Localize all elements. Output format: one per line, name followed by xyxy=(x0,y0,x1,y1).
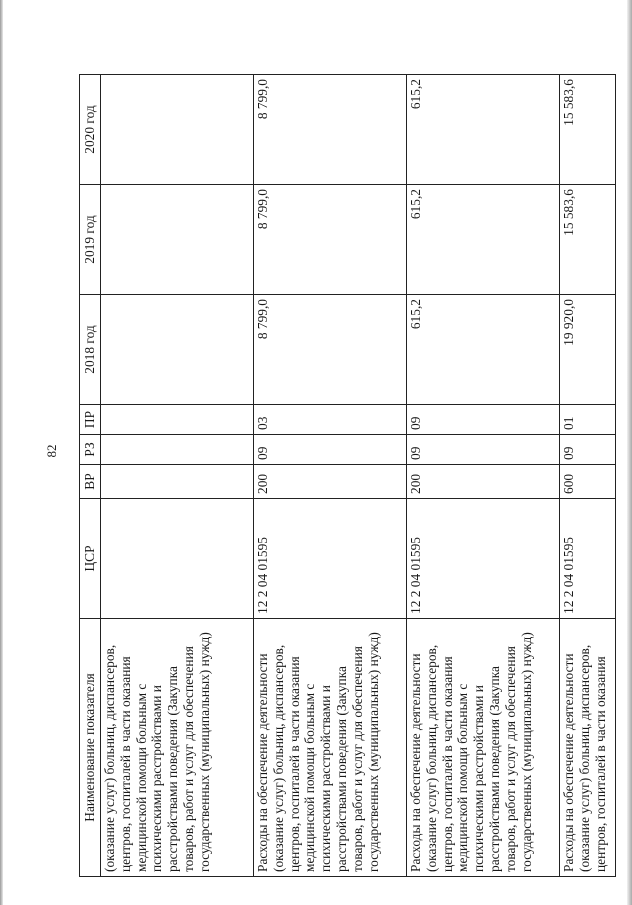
row-name: Расходы на обеспечение деятельности (оказание услуг) больниц, диспансеров, центров, госпиталей в части оказания медицинской помощи больным с психическими расстройствами и расстройствами поведения (Закупка товаров, работ и услуг для обеспечения государственных (муниципальных) нужд) xyxy=(254,619,407,877)
row-pr: 03 xyxy=(254,405,407,435)
header-vr: ВР xyxy=(80,465,101,499)
row-name: (оказание услуг) больниц, диспансеров, центров, госпиталей в части оказания медицинской помощи больным с психическими расстройствами и расстройствами поведения (Закупка товаров, работ и услуг для обеспечения государственных (муниципальных) нужд) xyxy=(101,619,254,877)
header-csr: ЦСР xyxy=(80,499,101,619)
table-row xyxy=(560,75,616,877)
row-vr xyxy=(101,465,254,499)
row-pr xyxy=(101,405,254,435)
row-pr: 09 xyxy=(407,405,560,435)
row-value-2018 xyxy=(101,295,254,405)
row-value-2020: 615,2 xyxy=(407,75,560,185)
row-rz xyxy=(101,435,254,465)
row-csr: 12 2 04 01595 xyxy=(407,499,560,619)
scan-edge-right xyxy=(627,0,632,905)
row-rz: 09 xyxy=(254,435,407,465)
row-value-2018: 615,2 xyxy=(407,295,560,405)
header-rz: РЗ xyxy=(80,435,101,465)
row-value-2020: 15 583,6 xyxy=(560,75,616,185)
row-value-2020 xyxy=(101,75,254,185)
row-value-2018: 19 920,0 xyxy=(560,295,616,405)
row-rz: 09 xyxy=(560,435,616,465)
table-row xyxy=(101,75,254,877)
row-vr: 600 xyxy=(560,465,616,499)
header-name: Наименование показателя xyxy=(80,619,101,877)
row-value-2019 xyxy=(101,185,254,295)
row-value-2018: 8 799,0 xyxy=(254,295,407,405)
row-value-2020: 8 799,0 xyxy=(254,75,407,185)
header-2019: 2019 год xyxy=(80,185,101,295)
row-vr: 200 xyxy=(254,465,407,499)
row-rz: 09 xyxy=(407,435,560,465)
row-value-2019: 615,2 xyxy=(407,185,560,295)
header-2020: 2020 год xyxy=(80,75,101,185)
row-csr xyxy=(101,499,254,619)
row-pr: 01 xyxy=(560,405,616,435)
row-value-2019: 15 583,6 xyxy=(560,185,616,295)
row-value-2019: 8 799,0 xyxy=(254,185,407,295)
page-number: 82 xyxy=(44,444,59,458)
budget-table xyxy=(79,74,616,877)
row-csr: 12 2 04 01595 xyxy=(254,499,407,619)
row-name: Расходы на обеспечение деятельности (оказание услуг) больниц, диспансеров, центров, госпиталей в части оказания медицинской помощи больным с психическими расстройствами и расстройствами поведения (Закупка товаров, работ и услуг для обеспечения государственных (муниципальных) нужд) xyxy=(407,619,560,877)
table-row xyxy=(407,75,560,877)
row-csr: 12 2 04 01595 xyxy=(560,499,616,619)
rotated-table-frame xyxy=(79,75,609,877)
scan-edge-left xyxy=(0,0,3,905)
row-vr: 200 xyxy=(407,465,560,499)
rotated-table-container xyxy=(79,75,609,877)
table-row xyxy=(254,75,407,877)
header-pr: ПР xyxy=(80,405,101,435)
header-2018: 2018 год xyxy=(80,295,101,405)
row-name: Расходы на обеспечение деятельности (оказание услуг) больниц, диспансеров, центров, госпиталей в части оказания xyxy=(560,619,616,877)
header-row xyxy=(80,75,101,877)
